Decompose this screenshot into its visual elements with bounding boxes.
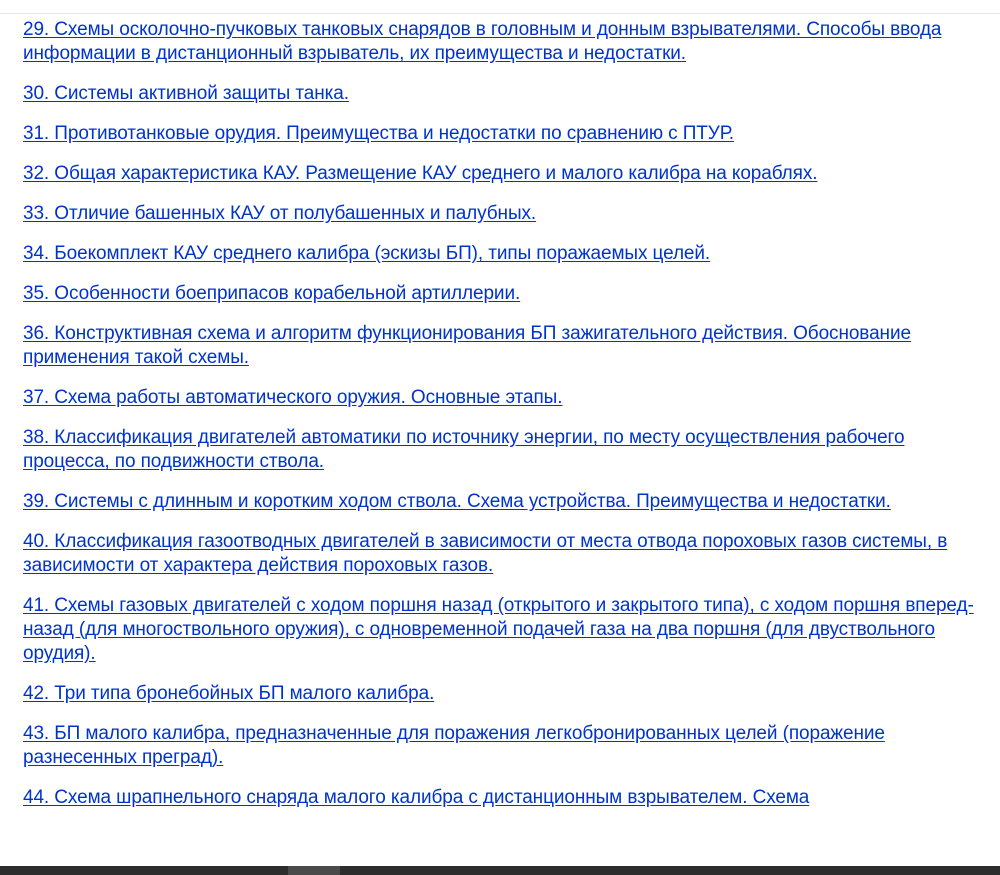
question-link-29[interactable]: 29. Схемы осколочно-пучковых танковых снарядов в головным и донным взрывателями. Способы ввода информации в дистанционный взрыватель, их преимущества и недостатки. — [23, 19, 942, 64]
question-link-42[interactable]: 42. Три типа бронебойных БП малого калибра. — [23, 683, 435, 704]
question-link-35[interactable]: 35. Особенности боеприпасов корабельной артиллерии. — [23, 283, 521, 304]
question-link-36[interactable]: 36. Конструктивная схема и алгоритм функционирования БП зажигательного действия. Обоснование применения такой схемы. — [23, 323, 911, 368]
question-link-33[interactable]: 33. Отличие башенных КАУ от полубашенных и палубных. — [23, 203, 537, 224]
question-link-40[interactable]: 40. Классификация газоотводных двигателей в зависимости от места отвода пороховых газов системы, в зависимости от характера действия пороховых газов. — [23, 531, 948, 576]
bottom-scrollbar[interactable] — [0, 866, 1000, 875]
top-divider — [0, 13, 1000, 14]
question-link-32[interactable]: 32. Общая характеристика КАУ. Размещение КАУ среднего и малого калибра на кораблях. — [23, 163, 818, 184]
question-link-30[interactable]: 30. Системы активной защиты танка. — [23, 83, 349, 104]
question-link-list — [23, 18, 983, 826]
scrollbar-thumb[interactable] — [288, 866, 340, 875]
question-link-41[interactable]: 41. Схемы газовых двигателей с ходом поршня назад (открытого и закрытого типа), с ходом поршня вперед-назад (для многоствольного оружия), с одновременной подачей газа на два поршня (для двуствольного орудия). — [23, 595, 974, 664]
question-link-37[interactable]: 37. Схема работы автоматического оружия. Основные этапы. — [23, 387, 563, 408]
question-link-39[interactable]: 39. Системы с длинным и коротким ходом ствола. Схема устройства. Преимущества и недостатки. — [23, 491, 891, 512]
question-link-43[interactable]: 43. БП малого калибра, предназначенные для поражения легкобронированных целей (поражение разнесенных преград). — [23, 723, 885, 768]
question-link-38[interactable]: 38. Классификация двигателей автоматики по источнику энергии, по месту осуществления рабочего процесса, по подвижности ствола. — [23, 427, 905, 472]
question-link-34[interactable]: 34. Боекомплект КАУ среднего калибра (эскизы БП), типы поражаемых целей. — [23, 243, 711, 264]
question-link-31[interactable]: 31. Противотанковые орудия. Преимущества и недостатки по сравнению с ПТУР. — [23, 123, 734, 144]
question-link-44[interactable]: 44. Схема шрапнельного снаряда малого калибра с дистанционным взрывателем. Схема — [23, 787, 810, 808]
